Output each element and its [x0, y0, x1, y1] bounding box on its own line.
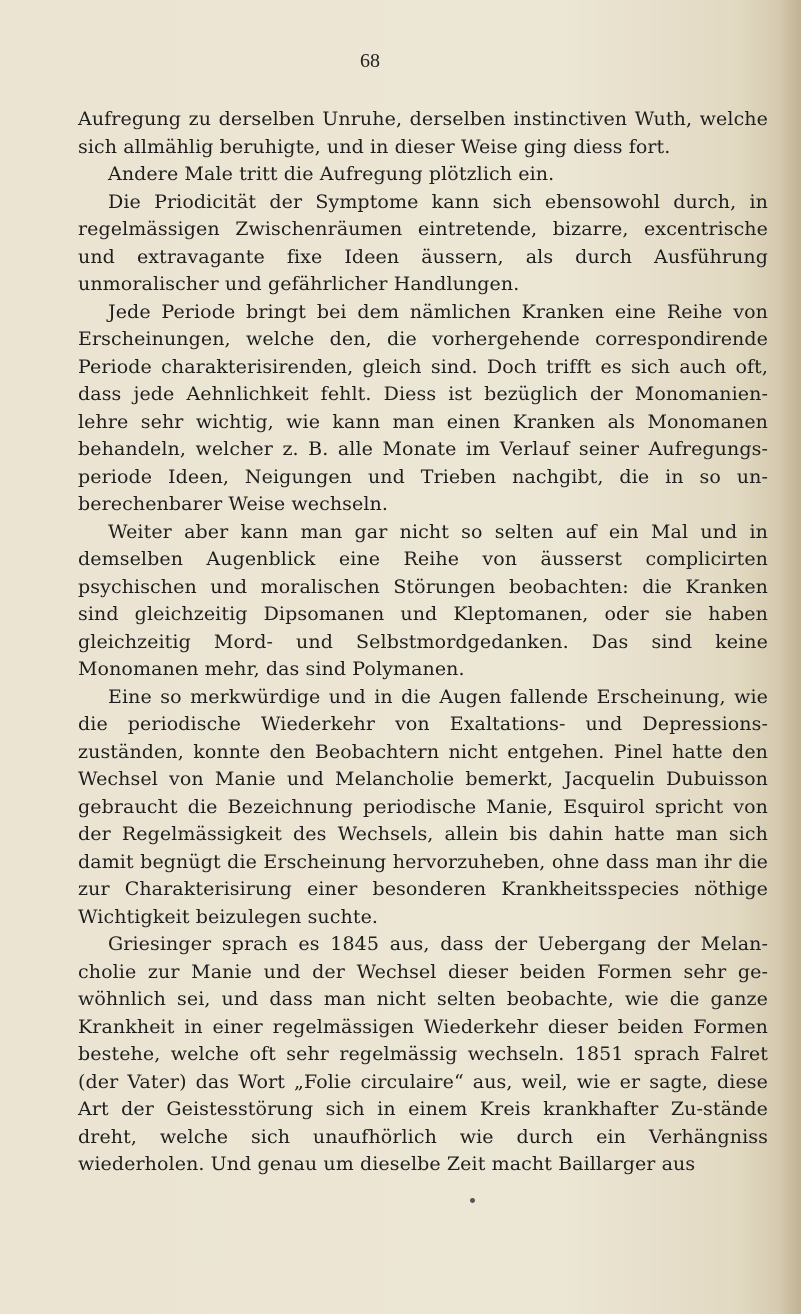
body-text: [78, 106, 768, 1179]
page-edge-shadow: [779, 0, 801, 1314]
paragraph-7: Griesinger sprach es 1845 aus, dass der Uebergang der Melan-cholie zur Manie und der Wechsel dieser beiden Formen sehr ge-wöhnlich sei, und dass man nicht selten beobachte, wie die ganze Krankheit in einer regelmässigen Wiederkehr dieser beiden Formen bestehe, welche oft sehr regelmässig wechseln. 1851 sprach Falret (der Vater) das Wort „Folie circulaire“ aus, weil, wie er sagte, diese Art der Geistesstörung sich in einem Kreis krankhafter Zu-stände dreht, welche sich unaufhörlich wie durch ein Verhängniss wiederholen. Und genau um dieselbe Zeit macht Baillarger aus: [78, 933, 768, 1175]
paragraph-5: Weiter aber kann man gar nicht so selten auf ein Mal und in demselben Augenblick eine Reihe von äusserst complicirten psychischen und moralischen Störungen beobachten: die Kranken sind gleichzeitig Dipsomanen und Kleptomanen, oder sie haben gleichzeitig Mord- und Selbstmordgedanken. Das sind keine Monomanen mehr, das sind Polymanen.: [78, 520, 768, 680]
ink-speck: [470, 1198, 475, 1203]
paragraph-4: Jede Periode bringt bei dem nämlichen Kranken eine Reihe von Erscheinungen, welche den, die vorhergehende correspondirende Periode charakterisirenden, gleich sind. Doch trifft es sich auch oft, dass jede Aehnlichkeit fehlt. Diess ist bezüglich der Monomanien-lehre sehr wichtig, wie kann man einen Kranken als Monomanen behandeln, welcher z. B. alle Monate im Verlauf seiner Aufregungs-periode Ideen, Neigungen und Trieben nachgibt, die in so un-berechenbarer Weise wechseln.: [78, 300, 768, 515]
paragraph-1: Aufregung zu derselben Unruhe, derselben instinctiven Wuth, welche sich allmählig beruhigte, und in dieser Weise ging diess fort.: [78, 108, 768, 158]
paragraph-2: Andere Male tritt die Aufregung plötzlich ein.: [108, 163, 555, 185]
page-number: 68: [360, 50, 380, 72]
paragraph-3: Die Priodicität der Symptome kann sich ebensowohl durch, in regelmässigen Zwischenräumen eintretende, bizarre, excentrische und extravagante fixe Ideen äussern, als durch Ausführung unmoralischer und gefährlicher Handlungen.: [78, 190, 768, 295]
paragraph-6: Eine so merkwürdige und in die Augen fallende Erscheinung, wie die periodische Wiederkehr von Exaltations- und Depressions-zuständen, konnte den Beobachtern nicht entgehen. Pinel hatte den Wechsel von Manie und Melancholie bemerkt, Jacquelin Dubuisson gebraucht die Bezeichnung periodische Manie, Esquirol spricht von der Regelmässigkeit des Wechsels, allein bis dahin hatte man sich damit begnügt die Erscheinung hervorzuheben, ohne dass man ihr die zur Charakterisirung einer besonderen Krankheitsspecies nöthige Wichtigkeit beizulegen suchte.: [78, 685, 768, 928]
